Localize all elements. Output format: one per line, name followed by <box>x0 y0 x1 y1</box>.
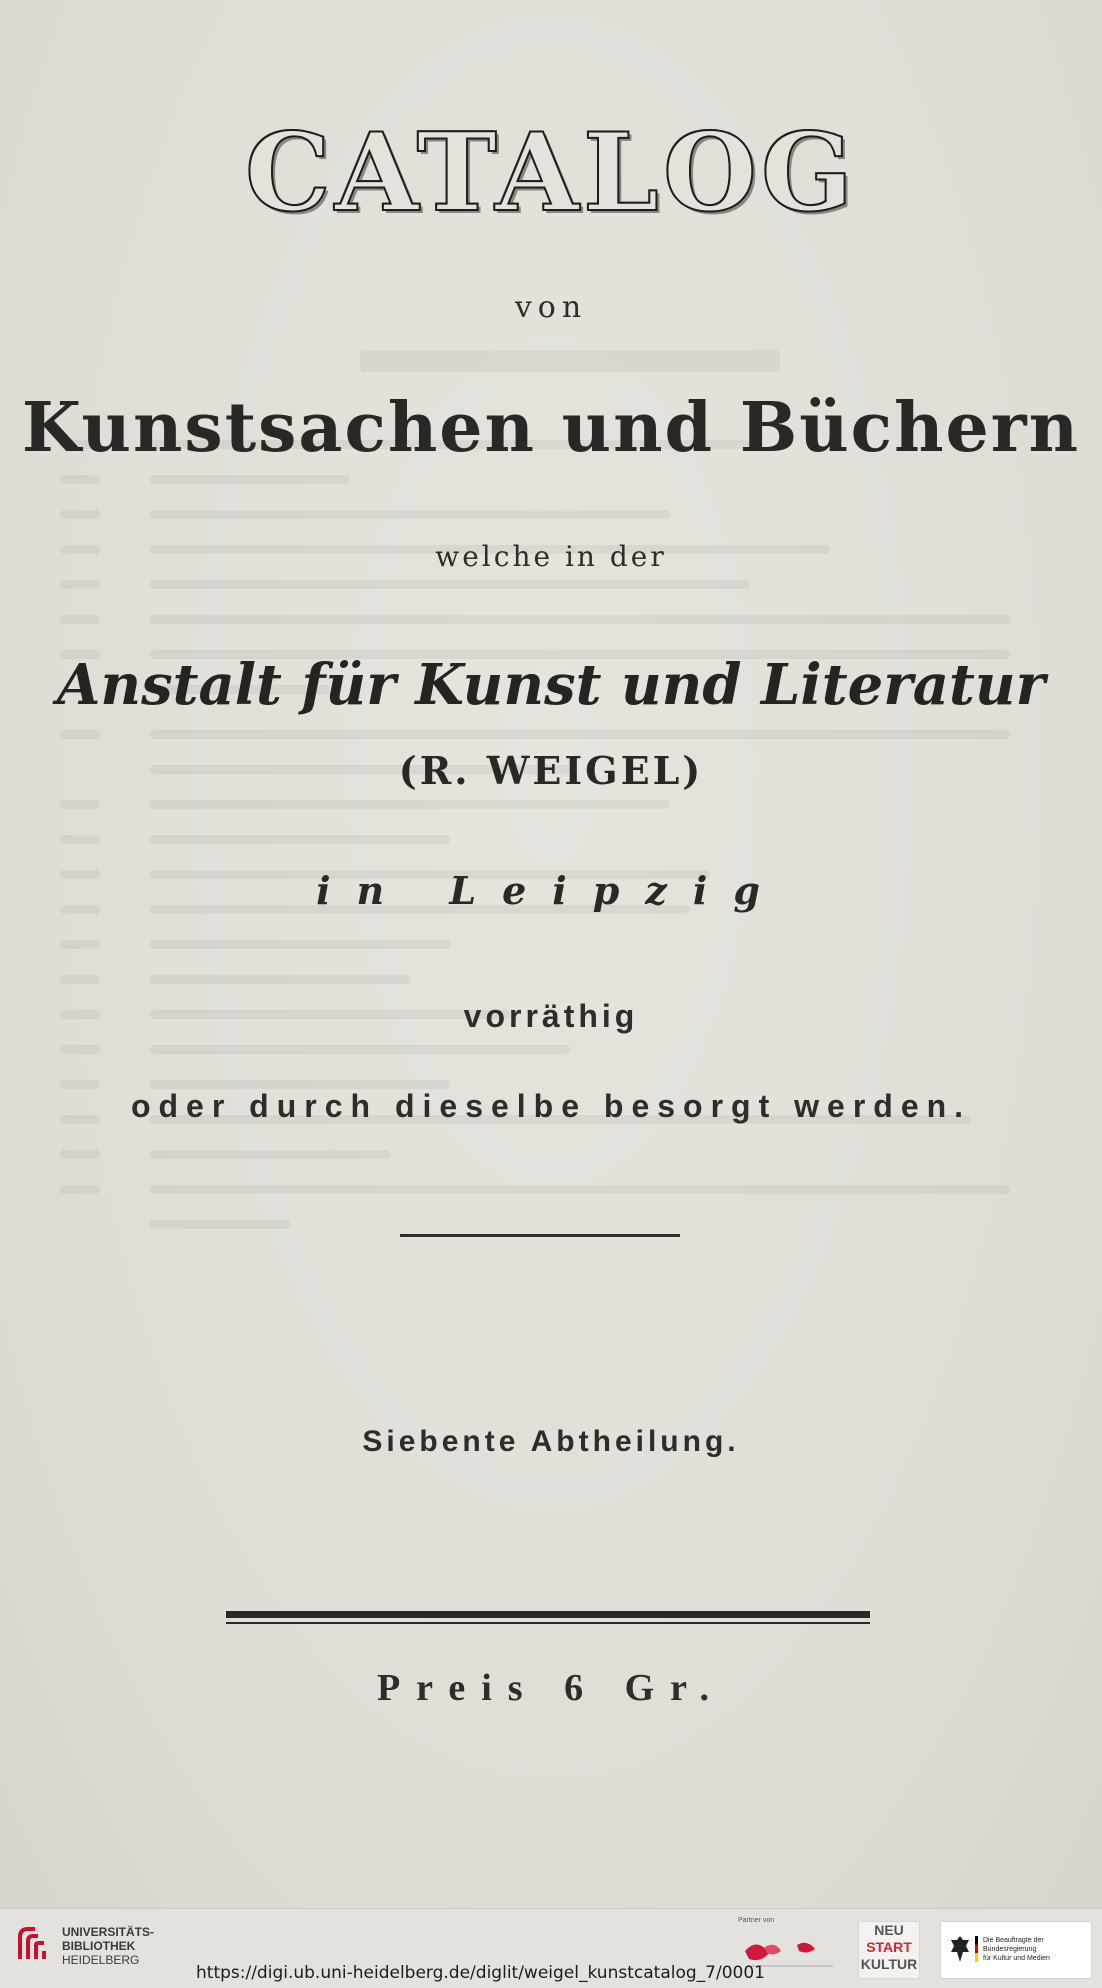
partner-label: Partner von <box>738 1917 775 1924</box>
von-line: von <box>514 290 588 325</box>
vorrathig-line: vorräthig <box>463 998 639 1034</box>
oder-line: oder durch dieselbe besorgt werden. <box>130 1088 972 1124</box>
place-line: in Leipzig <box>316 868 786 913</box>
bundesadler-icon <box>949 1934 971 1964</box>
show-through-background <box>60 350 1040 1350</box>
neustart-kultur-logo[interactable] <box>858 1921 920 1979</box>
publisher-name: Anstalt für Kunst und Literatur <box>56 652 1046 718</box>
price-line: Preis 6 Gr. <box>376 1667 726 1709</box>
neustart-line-1: NEU <box>874 1922 904 1938</box>
footer-bar <box>0 1908 1102 1988</box>
bkm-text <box>983 1936 1087 1963</box>
thick-divider <box>226 1611 870 1618</box>
library-name[interactable] <box>62 1925 154 1967</box>
bkm-line-1: Die Beauftragte der Bundesregierung <box>983 1937 1044 1953</box>
section-line: Siebente Abtheilung. <box>362 1425 740 1458</box>
catalog-heading <box>0 110 1102 236</box>
library-line-2: BIBLIOTHEK <box>62 1939 136 1953</box>
neustart-line-2: START <box>866 1939 912 1955</box>
ub-heidelberg-logo-icon[interactable] <box>14 1923 56 1965</box>
library-line-1: UNIVERSITÄTS- <box>62 1925 155 1939</box>
thin-divider <box>226 1622 870 1624</box>
catalog-heading-text: CATALOG <box>244 110 858 236</box>
subject-title: Kunstsachen und Büchern <box>21 388 1081 468</box>
permalink-url[interactable]: https://digi.ub.uni-heidelberg.de/diglit/weigel_kunstcatalog_7/0001 <box>196 1963 765 1983</box>
bkm-line-2: für Kultur und Medien <box>983 1955 1050 1962</box>
welche-line: welche in der <box>435 540 667 573</box>
publisher-owner: (R. WEIGEL) <box>398 748 704 793</box>
library-line-3: HEIDELBERG <box>62 1953 140 1967</box>
short-divider <box>400 1234 680 1237</box>
bkm-logo[interactable] <box>940 1921 1092 1979</box>
german-flag-stripe <box>975 1936 978 1962</box>
neustart-line-3: KULTUR <box>860 1956 918 1972</box>
